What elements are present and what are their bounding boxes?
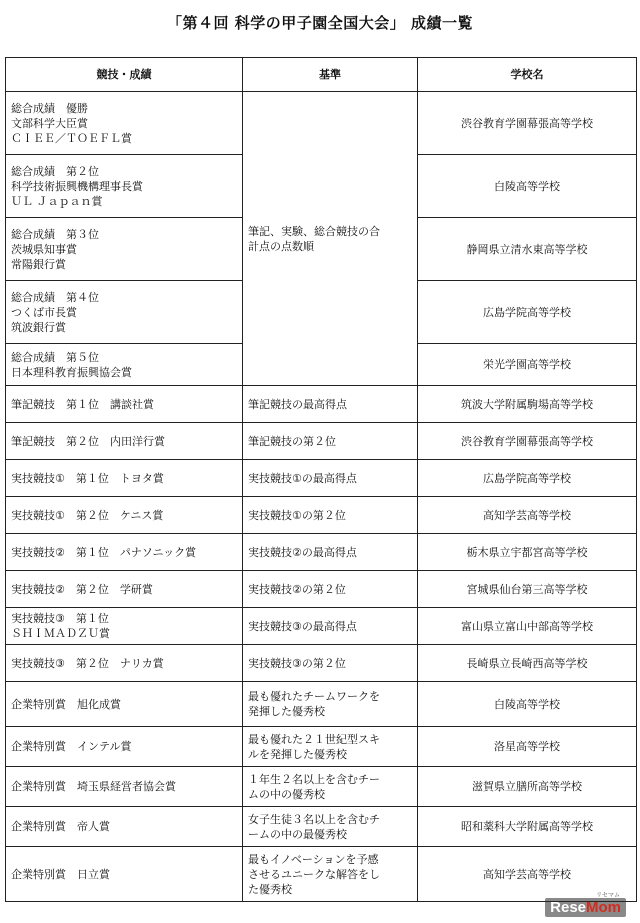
cell-line: 企業特別賞 帝人賞	[11, 820, 110, 833]
cell-line: つくば市長賞	[11, 305, 77, 319]
award-cell	[6, 727, 243, 767]
award-cell	[6, 386, 243, 423]
table-row	[6, 608, 637, 645]
school-cell: 渋谷教育学園幕張高等学校	[418, 92, 637, 155]
cell-line: 日本理科教育振興協会賞	[11, 365, 132, 379]
table-row	[6, 497, 637, 534]
criteria-cell	[243, 92, 418, 386]
cell-line: 発揮した優秀校	[248, 705, 325, 718]
table-row	[6, 571, 637, 608]
table-row	[6, 767, 637, 807]
school-cell: 宮城県仙台第三高等学校	[418, 571, 637, 608]
cell-line: た優秀校	[248, 882, 292, 896]
award-cell	[6, 423, 243, 460]
cell-line: 筆記競技の最高得点	[248, 397, 347, 411]
table-row	[6, 645, 637, 682]
award-cell	[6, 608, 243, 645]
award-cell	[6, 767, 243, 807]
school-cell: 広島学院高等学校	[418, 281, 637, 344]
cell-line: ームの中の最優秀校	[248, 827, 347, 841]
cell-line: 女子生徒３名以上を含むチ	[248, 812, 380, 826]
criteria-cell	[243, 497, 418, 534]
cell-line: 実技競技① 第２位 ケニス賞	[11, 508, 164, 522]
cell-line: 実技競技③の第２位	[248, 656, 346, 670]
cell-line: ルを発揮した優秀校	[248, 747, 347, 761]
table-row	[6, 386, 637, 423]
cell-line: ＣＩＥＥ／ＴＯＥＦＬ賞	[11, 131, 132, 145]
logo-text-mom: Mom	[586, 899, 621, 916]
logo-text-rese: Rese	[550, 899, 586, 916]
cell-line: 総合成績 第５位	[11, 350, 99, 364]
criteria-cell	[243, 682, 418, 727]
page-title: 「第４回 科学の甲子園全国大会」 成績一覧	[167, 14, 473, 32]
school-cell: 広島学院高等学校	[418, 460, 637, 497]
table-row	[6, 460, 637, 497]
table-row	[6, 92, 637, 155]
table-row	[6, 807, 637, 847]
criteria-cell	[243, 727, 418, 767]
table-row	[6, 727, 637, 767]
criteria-cell	[243, 460, 418, 497]
criteria-cell	[243, 847, 418, 902]
cell-line: 実技競技②の第２位	[248, 582, 346, 596]
cell-line: 茨城県知事賞	[11, 242, 77, 256]
table-row	[6, 534, 637, 571]
table-row	[6, 682, 637, 727]
cell-line: ＵＬ Ｊａｐａｎ賞	[11, 194, 103, 208]
cell-line: 最も優れた２１世紀型スキ	[248, 732, 380, 746]
cell-line: 実技競技③の最高得点	[248, 619, 357, 633]
school-cell: 渋谷教育学園幕張高等学校	[418, 423, 637, 460]
cell-line: 実技競技② 第２位 学研賞	[11, 582, 153, 596]
award-cell	[6, 645, 243, 682]
cell-line: 筆記競技の第２位	[248, 434, 336, 448]
table-header-row	[6, 58, 637, 92]
cell-line: 最もイノベーションを予感	[248, 852, 379, 866]
cell-line: 実技競技② 第１位 パナソニック賞	[11, 545, 197, 559]
cell-line: 実技競技②の最高得点	[248, 545, 357, 559]
cell-line: ムの中の優秀校	[248, 787, 325, 801]
award-cell	[6, 155, 243, 218]
award-cell	[6, 92, 243, 155]
criteria-cell	[243, 534, 418, 571]
award-cell	[6, 460, 243, 497]
cell-line: 筆記競技 第２位 内田洋行賞	[11, 434, 165, 448]
cell-line: 企業特別賞 インテル賞	[11, 740, 132, 753]
award-cell	[6, 344, 243, 386]
school-cell: 栄光学園高等学校	[418, 344, 637, 386]
cell-line: 企業特別賞 埼玉県経営者協会賞	[11, 780, 176, 793]
school-cell: 栃木県立宇都宮高等学校	[418, 534, 637, 571]
cell-line: 企業特別賞 日立賞	[11, 867, 110, 881]
resemom-logo	[545, 893, 626, 917]
criteria-cell	[243, 767, 418, 807]
school-cell: 洛星高等学校	[418, 727, 637, 767]
award-cell	[6, 218, 243, 281]
cell-line: 常陽銀行賞	[11, 257, 66, 271]
school-cell: 白陵高等学校	[418, 682, 637, 727]
criteria-cell	[243, 807, 418, 847]
column-header-award: 競技・成績	[6, 58, 243, 92]
school-cell: 長崎県立長崎西高等学校	[418, 645, 637, 682]
cell-line: 実技競技③ 第２位 ナリカ賞	[11, 656, 164, 670]
award-cell	[6, 807, 243, 847]
school-cell: 昭和薬科大学附属高等学校	[418, 807, 637, 847]
table-row	[6, 423, 637, 460]
criteria-cell	[243, 386, 418, 423]
column-header-school: 学校名	[418, 58, 637, 92]
cell-line: 総合成績 第４位	[11, 290, 99, 304]
cell-line: １年生２名以上を含むチー	[248, 772, 380, 786]
cell-line: 実技競技③ 第１位	[11, 612, 109, 625]
criteria-cell	[243, 571, 418, 608]
award-cell	[6, 682, 243, 727]
award-cell	[6, 571, 243, 608]
column-header-criteria: 基準	[243, 58, 418, 92]
criteria-cell	[243, 423, 418, 460]
logo-tagline: リセマム	[596, 893, 620, 899]
cell-line: 計点の点数順	[248, 239, 314, 253]
cell-line: 実技競技① 第１位 トヨタ賞	[11, 471, 164, 485]
school-cell: 富山県立富山中部高等学校	[418, 608, 637, 645]
cell-line: ＳＨＩＭＡＤＺＵ賞	[11, 627, 110, 640]
school-cell: 高知学芸高等学校	[418, 497, 637, 534]
cell-line: 企業特別賞 旭化成賞	[11, 697, 121, 711]
criteria-cell	[243, 645, 418, 682]
award-cell	[6, 281, 243, 344]
table-row	[6, 847, 637, 902]
cell-line: 科学技術振興機構理事長賞	[11, 179, 143, 193]
cell-line: 総合成績 第２位	[11, 164, 99, 178]
cell-line: 総合成績 第３位	[11, 227, 99, 241]
award-cell	[6, 534, 243, 571]
cell-line: 実技競技①の最高得点	[248, 471, 357, 485]
school-cell: 筑波大学附属駒場高等学校	[418, 386, 637, 423]
award-cell	[6, 497, 243, 534]
results-table	[5, 57, 637, 902]
cell-line: 文部科学大臣賞	[11, 116, 88, 130]
cell-line: させるユニークな解答をし	[248, 867, 380, 881]
school-cell: 滋賀県立膳所高等学校	[418, 767, 637, 807]
school-cell: 静岡県立清水東高等学校	[418, 218, 637, 281]
school-cell: 高知学芸高等学校	[418, 847, 637, 902]
award-cell	[6, 847, 243, 902]
school-cell: 白陵高等学校	[418, 155, 637, 218]
cell-line: 総合成績 優勝	[11, 101, 88, 115]
cell-line: 筆記、実験、総合競技の合	[248, 224, 380, 238]
cell-line: 最も優れたチームワークを	[248, 690, 380, 703]
cell-line: 筆記競技 第１位 講談社賞	[11, 397, 154, 411]
cell-line: 実技競技①の第２位	[248, 508, 346, 522]
criteria-cell	[243, 608, 418, 645]
cell-line: 筑波銀行賞	[11, 320, 66, 334]
